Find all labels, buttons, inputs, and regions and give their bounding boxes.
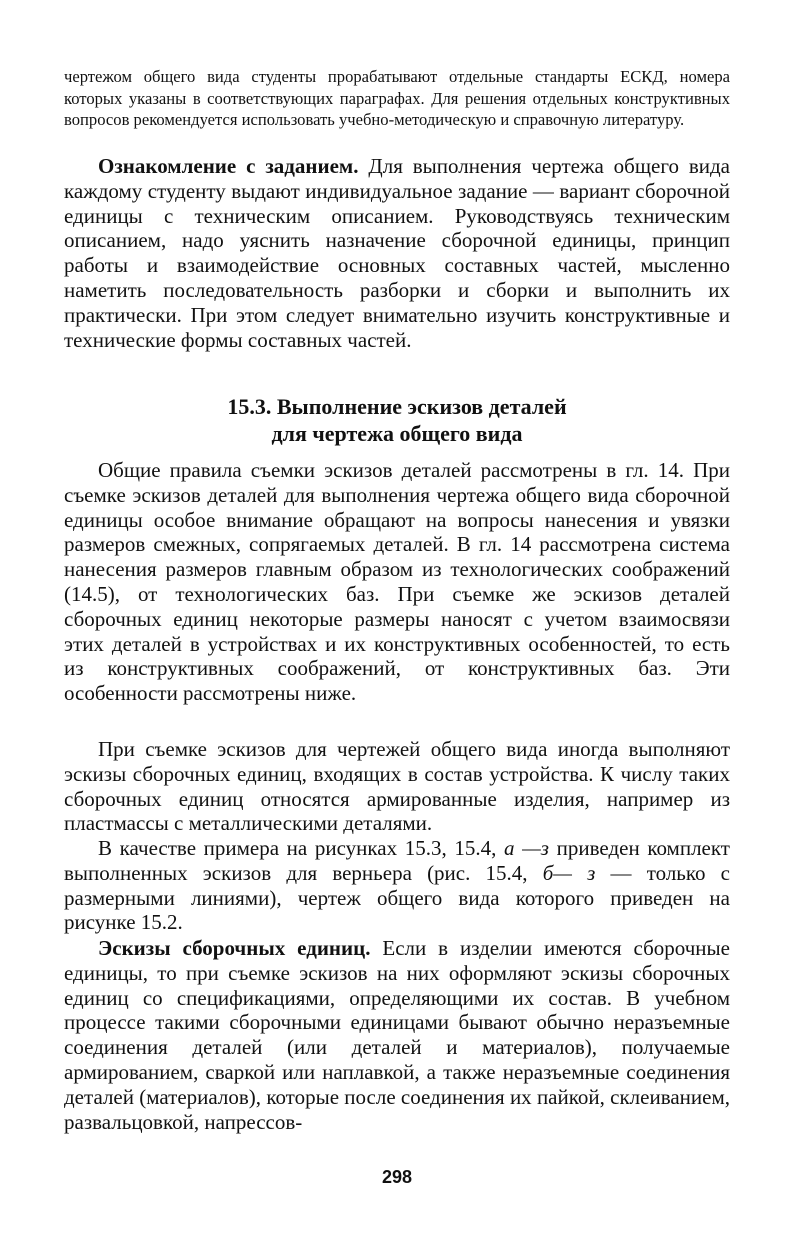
intro-text: чертежом общего вида студенты прорабатывают отдельные стандарты ЕСКД, номера которых указаны в соответствующих параграфах. Для решения отдельных конструктивных вопросов рекомендуется использовать учебно-методическую и справочную литературу. bbox=[64, 67, 730, 130]
general-rules-paragraph bbox=[64, 458, 730, 706]
sketches-paragraph bbox=[64, 936, 730, 1134]
assemblies-text: При съемке эскизов для чертежей общего вида иногда выполняют эскизы сборочных единиц, входящих в состав устройства. К числу таких сборочных единиц относятся армированные изделия, например из пластмассы с металлическими деталями. bbox=[64, 737, 730, 836]
example-text-e: — только с размерными линиями), чертеж общего вида которого приведен на рисунке 15.2. bbox=[64, 860, 731, 935]
general-rules-text: Общие правила съемки эскизов деталей рассмотрены в гл. 14. При съемке эскизов деталей для выполнения чертежа общего вида сборочной единицы особое внимание обращают на вопросы нанесения и увязки размеров смежных, сопрягаемых деталей. В гл. 14 рассмотрена система нанесения размеров главным образом из технологических соображений (14.5), от технологических баз. При съемке же эскизов деталей сборочных единиц некоторые размеры наносят с учетом взаимосвязи этих деталей в устройствах и их конструктивных особенностей, то есть из конструктивных соображений, от конструктивных баз. Эти особенности рассмотрены ниже. bbox=[64, 458, 730, 706]
assignment-lead: Ознакомление с заданием. bbox=[98, 154, 359, 178]
example-figure-ref-2: б— з bbox=[542, 860, 596, 885]
section-heading bbox=[64, 393, 730, 447]
example-figure-ref-1: а —з bbox=[504, 836, 549, 860]
example-text-c: приведен комплект выполненных эскизов для верньера (рис. 15.4, bbox=[64, 836, 730, 885]
sketches-lead: Эскизы сборочных единиц. bbox=[98, 936, 371, 960]
assignment-paragraph bbox=[64, 154, 730, 352]
section-title-line2: для чертежа общего вида bbox=[271, 421, 523, 446]
page-number: 298 bbox=[381, 1167, 413, 1187]
example-text-a: В качестве примера на рисунках 15.3, 15.4, bbox=[98, 836, 504, 860]
section-title-line1: 15.3. Выполнение эскизов деталей bbox=[227, 394, 567, 419]
sketches-text: Если в изделии имеются сборочные единицы, то при съемке эскизов на них оформляют эскизы сборочных единиц со спецификациями, определяющими их состав. В учебном процессе такими сборочными единицами бывают обычно неразъемные соединения деталей (или деталей и материалов), получаемые армированием, сваркой или наплавкой, а также неразъемные соединения деталей (материалов), которые после соединения их пайкой, склеиванием, развальцовкой, напрессов- bbox=[64, 936, 730, 1134]
example-paragraph bbox=[64, 836, 730, 935]
assignment-text: Для выполнения чертежа общего вида каждому студенту выдают индивидуальное задание — вариант сборочной единицы с техническим описанием. Руководствуясь техническим описанием, надо уяснить назначение сборочной единицы, принцип работы и взаимодействие основных составных частей, мысленно наметить последовательность разборки и сборки и выполнить их практически. При этом следует внимательно изучить конструктивные и технические формы составных частей. bbox=[64, 154, 731, 352]
intro-paragraph bbox=[64, 66, 730, 131]
assemblies-paragraph bbox=[64, 737, 730, 836]
